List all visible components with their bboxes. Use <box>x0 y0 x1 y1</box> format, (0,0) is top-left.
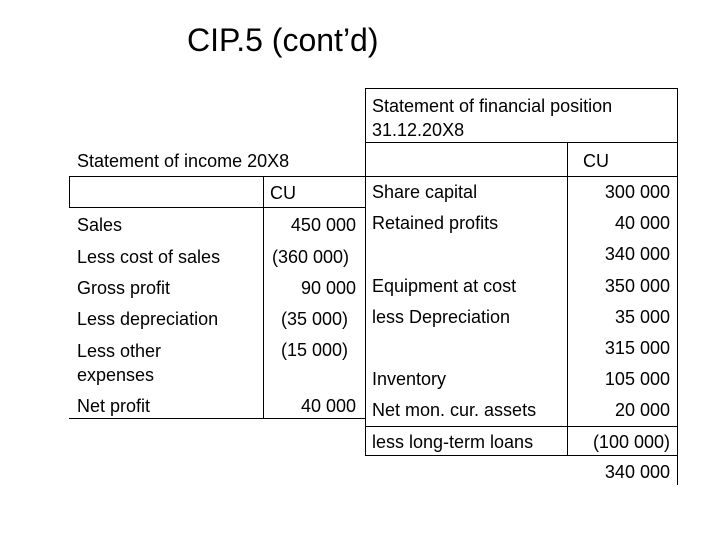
position-row-value: 300 000 <box>604 182 670 202</box>
position-cu-label: CU <box>583 151 609 171</box>
slide-title: CIP.5 (cont’d) <box>187 22 379 58</box>
income-row-label: Gross profit <box>77 278 171 298</box>
income-row-label: Less other expenses <box>77 341 162 385</box>
income-row-value: 90 000 <box>300 278 356 298</box>
position-row-value: 340 000 <box>604 462 670 482</box>
income-row-value: (15 000) <box>281 340 349 360</box>
position-row-label: Retained profits <box>372 213 499 233</box>
position-header-line2: 31.12.20X8 <box>372 120 465 140</box>
income-cu-label: CU <box>270 183 296 203</box>
position-row-label: less Depreciation <box>372 307 511 327</box>
income-row-value: (35 000) <box>281 309 349 329</box>
income-row-value: 40 000 <box>300 396 356 416</box>
income-row-value: 450 000 <box>290 215 356 235</box>
income-row-label: Less depreciation <box>77 309 219 329</box>
position-row-value: 350 000 <box>604 276 670 296</box>
position-header-line1: Statement of financial position <box>372 96 613 116</box>
position-row-label: Inventory <box>372 369 447 389</box>
income-header: Statement of income 20X8 <box>77 151 290 171</box>
income-row-label: Net profit <box>77 396 151 416</box>
position-row-value: 105 000 <box>604 369 670 389</box>
position-row-label: Equipment at cost <box>372 276 517 296</box>
income-row-value: (360 000) <box>272 247 350 267</box>
position-row-value: (100 000) <box>592 432 670 452</box>
position-row-value: 35 000 <box>614 307 670 327</box>
position-row-value: 20 000 <box>614 400 670 420</box>
position-row-label: Net mon. cur. assets <box>372 400 537 420</box>
position-row-label: Share capital <box>372 182 478 202</box>
income-row-label: Sales <box>77 215 123 235</box>
position-row-value: 40 000 <box>614 213 670 233</box>
position-row-label: less long-term loans <box>372 432 534 452</box>
position-row-value: 315 000 <box>604 338 670 358</box>
income-row-label: Less cost of sales <box>77 247 221 267</box>
position-row-value: 340 000 <box>604 244 670 264</box>
